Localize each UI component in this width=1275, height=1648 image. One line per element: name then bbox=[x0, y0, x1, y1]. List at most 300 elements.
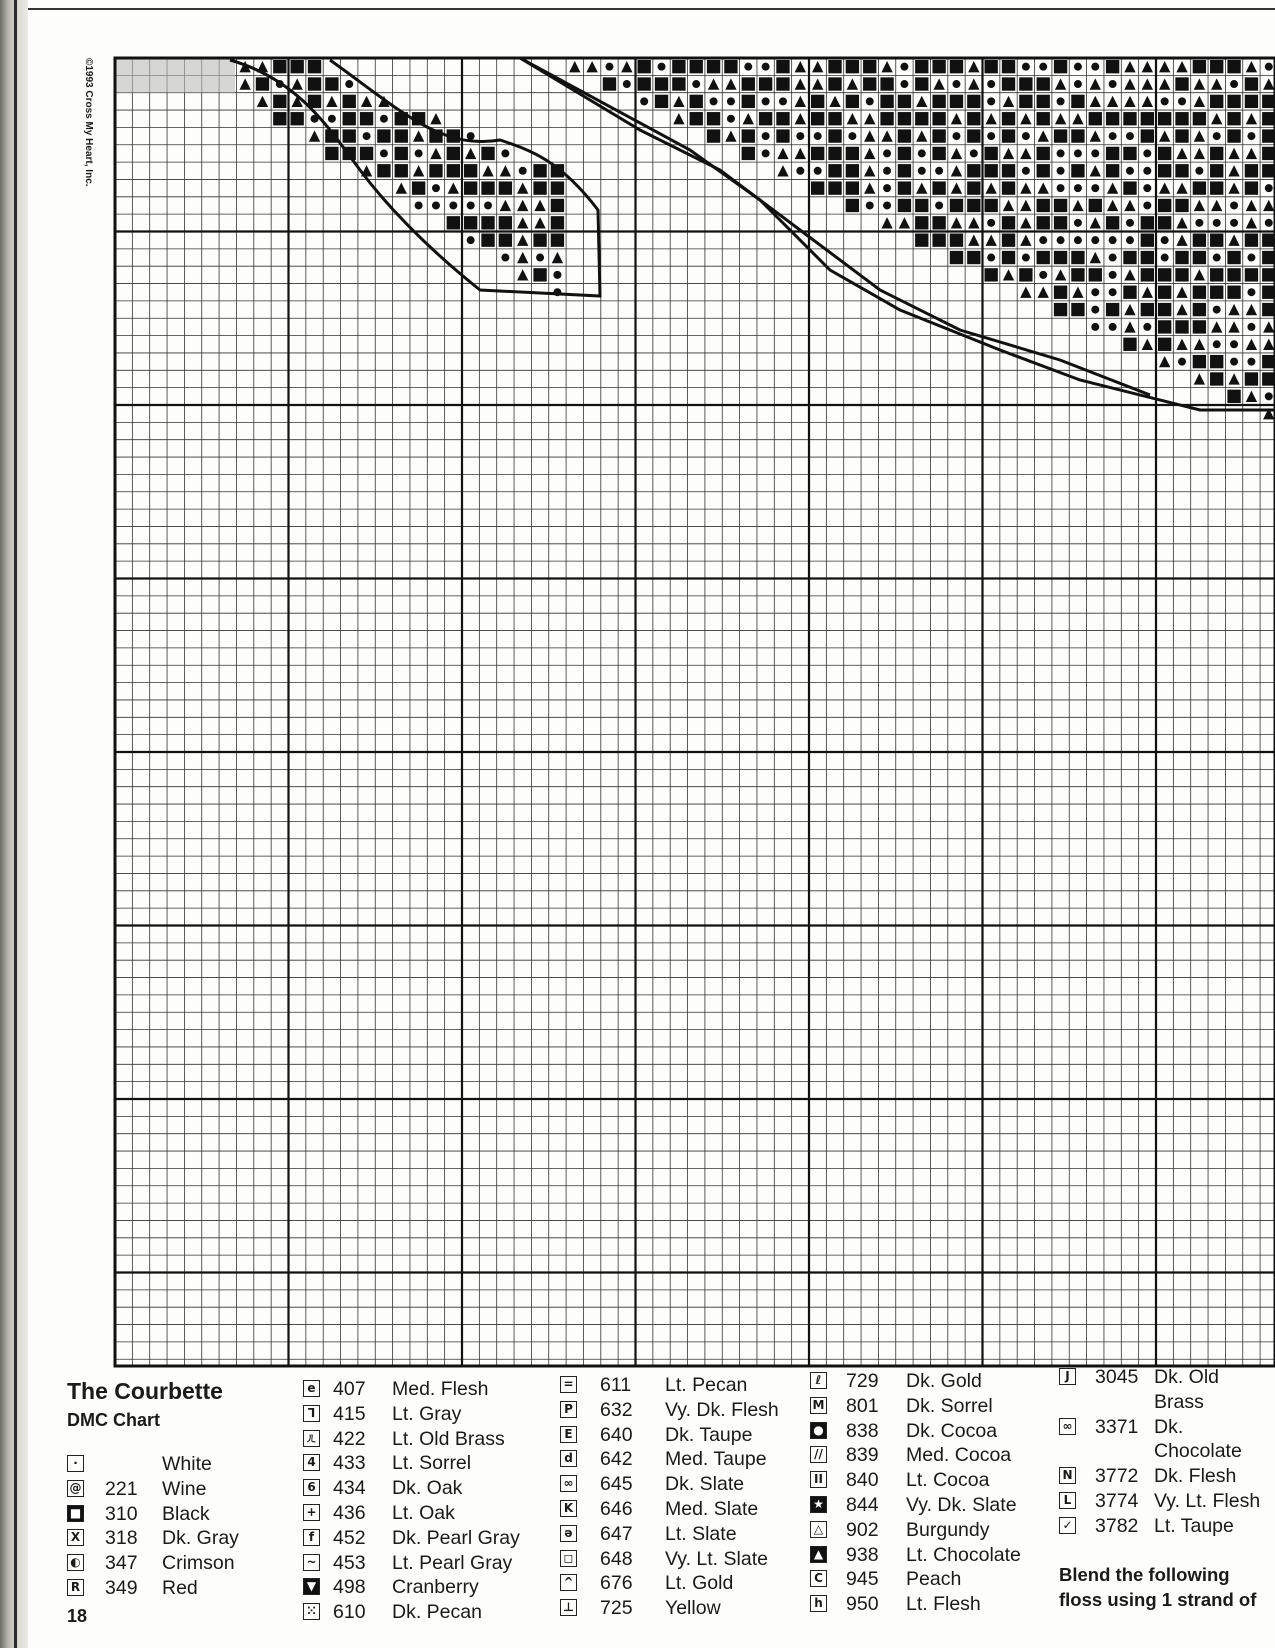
stitch-symbol bbox=[916, 182, 927, 193]
stitch-symbol bbox=[1194, 78, 1205, 89]
stitch-symbol bbox=[987, 254, 995, 262]
stitch-symbol bbox=[1247, 288, 1255, 296]
legend-color-name: Lt. Pecan bbox=[665, 1374, 748, 1396]
stitch-symbol bbox=[1141, 234, 1154, 247]
stitch-symbol bbox=[864, 148, 875, 159]
stitch-symbol bbox=[1228, 182, 1239, 193]
legend-floss-number: 310 bbox=[105, 1502, 138, 1525]
stitch-symbol bbox=[1263, 321, 1274, 332]
stitch-symbol bbox=[551, 181, 564, 194]
stitch-symbol bbox=[915, 112, 928, 125]
stitch-symbol bbox=[1002, 129, 1015, 142]
stitch-symbol bbox=[465, 148, 476, 159]
legend-floss-number: 945 bbox=[846, 1568, 879, 1591]
stitch-symbol bbox=[1158, 112, 1171, 125]
legend-floss-number: 648 bbox=[600, 1547, 633, 1570]
stitch-symbol bbox=[292, 78, 303, 89]
stitch-symbol bbox=[1193, 60, 1206, 73]
stitch-symbol bbox=[1089, 112, 1102, 125]
stitch-symbol bbox=[519, 167, 527, 175]
stitch-symbol bbox=[273, 112, 286, 125]
stitch-symbol bbox=[1227, 112, 1240, 125]
legend-floss-number: 640 bbox=[600, 1423, 633, 1446]
stitch-symbol bbox=[551, 199, 564, 212]
stitch-symbol bbox=[864, 165, 875, 176]
stitch-symbol bbox=[935, 167, 943, 175]
stitch-symbol bbox=[1210, 60, 1223, 73]
stitch-symbol bbox=[1072, 113, 1083, 124]
legend-symbol-icon: = bbox=[560, 1376, 577, 1393]
stitch-symbol bbox=[759, 77, 772, 90]
stitch-symbol bbox=[1090, 130, 1101, 141]
stitch-symbol bbox=[1002, 60, 1015, 73]
stitch-symbol bbox=[1074, 236, 1082, 244]
legend-symbol-icon: ▼ bbox=[303, 1578, 320, 1595]
stitch-symbol bbox=[1057, 184, 1065, 192]
stitch-symbol bbox=[1143, 149, 1151, 157]
stitch-symbol bbox=[1022, 254, 1030, 262]
stitch-symbol bbox=[967, 129, 980, 142]
stitch-symbol bbox=[708, 78, 719, 89]
legend-color-name: Dk. bbox=[1154, 1415, 1184, 1438]
stitch-symbol bbox=[898, 112, 911, 125]
legend-symbol-icon: ∞ bbox=[560, 1475, 577, 1492]
stitch-symbol bbox=[846, 199, 859, 212]
stitch-symbol bbox=[1091, 149, 1099, 157]
legend-symbol-icon: R bbox=[67, 1579, 84, 1596]
stitch-symbol bbox=[1057, 167, 1065, 175]
legend-color-name: Vy. Dk. Flesh bbox=[665, 1398, 779, 1421]
stitch-symbol bbox=[1193, 286, 1206, 299]
stitch-symbol bbox=[762, 63, 770, 71]
stitch-symbol bbox=[1054, 60, 1067, 73]
stitch-symbol bbox=[1210, 268, 1223, 281]
stitch-symbol bbox=[673, 113, 684, 124]
legend-symbol-icon: E bbox=[560, 1426, 577, 1443]
stitch-symbol bbox=[1158, 268, 1171, 281]
stitch-symbol bbox=[986, 182, 997, 193]
stitch-symbol bbox=[1090, 78, 1101, 89]
stitch-symbol bbox=[880, 112, 893, 125]
stitch-symbol bbox=[467, 236, 475, 244]
stitch-symbol bbox=[932, 234, 945, 247]
stitch-symbol bbox=[898, 199, 911, 212]
stitch-symbol bbox=[1158, 199, 1171, 212]
stitch-symbol bbox=[1265, 392, 1273, 400]
stitch-symbol bbox=[1003, 269, 1014, 280]
stitch-symbol bbox=[1194, 130, 1205, 141]
legend-floss-number: 632 bbox=[600, 1398, 633, 1421]
stitch-symbol bbox=[777, 148, 788, 159]
stitch-symbol bbox=[343, 95, 356, 108]
stitch-symbol bbox=[987, 219, 995, 227]
stitch-symbol bbox=[1054, 199, 1067, 212]
stitch-symbol bbox=[1247, 323, 1255, 331]
stitch-symbol bbox=[536, 254, 544, 262]
stitch-symbol bbox=[1245, 372, 1258, 385]
legend-color-name: Dk. Pecan bbox=[392, 1601, 482, 1624]
stitch-symbol bbox=[1141, 268, 1154, 281]
stitch-symbol bbox=[932, 129, 945, 142]
stitch-symbol bbox=[916, 96, 927, 107]
legend-color-name: White bbox=[162, 1453, 212, 1475]
stitch-symbol bbox=[1141, 303, 1154, 316]
stitch-symbol bbox=[968, 61, 979, 72]
legend-symbol-icon: J bbox=[1059, 1368, 1076, 1385]
stitch-symbol bbox=[1213, 219, 1221, 227]
stitch-symbol bbox=[1037, 216, 1050, 229]
legend-symbol-icon: // bbox=[810, 1446, 827, 1463]
stitch-symbol bbox=[900, 63, 908, 71]
stitch-symbol bbox=[1141, 112, 1154, 125]
stitch-symbol bbox=[1210, 147, 1223, 160]
stitch-symbol bbox=[1091, 288, 1099, 296]
legend-symbol-icon: f bbox=[303, 1529, 320, 1546]
legend-floss-number: 221 bbox=[105, 1477, 138, 1500]
stitch-symbol bbox=[481, 147, 494, 160]
stitch-symbol bbox=[967, 251, 980, 264]
stitch-symbol bbox=[380, 115, 388, 123]
stitch-symbol bbox=[500, 165, 511, 176]
legend-color-name: Lt. Old Brass bbox=[392, 1427, 505, 1450]
legend-color-name: Lt. Sorrel bbox=[392, 1452, 472, 1475]
legend-color-name: Burgundy bbox=[906, 1518, 990, 1541]
stitch-symbol bbox=[1141, 251, 1154, 264]
stitch-symbol bbox=[1109, 236, 1117, 244]
stitch-symbol bbox=[1158, 164, 1171, 177]
stitch-symbol bbox=[586, 61, 597, 72]
legend-floss-number: 433 bbox=[333, 1452, 366, 1475]
stitch-symbol bbox=[1002, 234, 1015, 247]
stitch-symbol bbox=[448, 182, 459, 193]
stitch-symbol bbox=[533, 234, 546, 247]
stitch-symbol bbox=[553, 271, 561, 279]
stitch-symbol bbox=[883, 201, 891, 209]
stitch-symbol bbox=[1158, 286, 1171, 299]
stitch-symbol bbox=[1003, 96, 1014, 107]
stitch-symbol bbox=[898, 147, 911, 160]
stitch-symbol bbox=[1054, 129, 1067, 142]
stitch-symbol bbox=[308, 60, 321, 73]
stitch-symbol bbox=[1246, 113, 1257, 124]
stitch-symbol bbox=[1230, 201, 1238, 209]
stitch-symbol bbox=[985, 199, 998, 212]
stitch-symbol bbox=[534, 217, 545, 228]
stitch-symbol bbox=[605, 63, 613, 71]
stitch-symbol bbox=[847, 78, 858, 89]
legend-floss-number: 436 bbox=[333, 1502, 366, 1524]
legend-floss-number: 647 bbox=[600, 1522, 633, 1545]
stitch-symbol bbox=[1161, 236, 1169, 244]
stitch-symbol bbox=[1262, 268, 1275, 281]
stitch-symbol bbox=[742, 147, 755, 160]
stitch-symbol bbox=[863, 77, 876, 90]
legend-color-name: Dk. Cocoa bbox=[906, 1419, 998, 1442]
stitch-symbol bbox=[1019, 77, 1032, 90]
stitch-symbol bbox=[1090, 217, 1101, 228]
legend-symbol-icon: ■ bbox=[67, 1505, 84, 1522]
stitch-symbol bbox=[1227, 95, 1240, 108]
legend-color-name: Lt. Cocoa bbox=[906, 1469, 990, 1492]
stitch-symbol bbox=[1091, 184, 1099, 192]
stitch-symbol bbox=[1245, 181, 1258, 194]
stitch-symbol bbox=[811, 95, 824, 108]
legend-color-name: Lt. Oak bbox=[392, 1502, 455, 1524]
stitch-symbol bbox=[640, 97, 648, 105]
stitch-symbol bbox=[1019, 268, 1032, 281]
stitch-symbol bbox=[811, 147, 824, 160]
stitch-symbol bbox=[361, 96, 372, 107]
stitch-symbol bbox=[1262, 164, 1275, 177]
stitch-symbol bbox=[1054, 251, 1067, 264]
stitch-symbol bbox=[569, 61, 580, 72]
stitch-symbol bbox=[1159, 356, 1170, 367]
legend-symbol-icon: △ bbox=[810, 1521, 827, 1538]
stitch-symbol bbox=[1038, 287, 1049, 298]
stitch-symbol bbox=[1022, 63, 1030, 71]
stitch-symbol bbox=[1057, 97, 1065, 105]
stitch-symbol bbox=[1002, 181, 1015, 194]
stitch-symbol bbox=[1176, 148, 1187, 159]
stitch-symbol bbox=[1089, 268, 1102, 281]
stitch-symbol bbox=[1091, 323, 1099, 331]
stitch-symbol bbox=[828, 164, 841, 177]
legend-symbol-icon: 6 bbox=[303, 1479, 320, 1496]
stitch-symbol bbox=[967, 164, 980, 177]
stitch-symbol bbox=[291, 112, 304, 125]
stitch-symbol bbox=[1159, 78, 1170, 89]
stitch-symbol bbox=[881, 61, 892, 72]
stitch-symbol bbox=[1142, 61, 1153, 72]
stitch-symbol bbox=[326, 96, 337, 107]
stitch-symbol bbox=[951, 217, 962, 228]
stitch-symbol bbox=[744, 63, 752, 71]
legend-color-name: Peach bbox=[906, 1568, 962, 1591]
stitch-symbol bbox=[1194, 339, 1205, 350]
legend-symbol-icon: 4 bbox=[303, 1454, 320, 1471]
stitch-symbol bbox=[1072, 287, 1083, 298]
grid-major-lines bbox=[115, 58, 1275, 1366]
stitch-symbol bbox=[1176, 217, 1187, 228]
stitch-symbol bbox=[915, 199, 928, 212]
stitch-symbol bbox=[918, 167, 926, 175]
legend-color-name: Dk. Pearl Gray bbox=[392, 1526, 520, 1549]
stitch-symbol bbox=[1211, 113, 1222, 124]
stitch-symbol bbox=[1002, 251, 1015, 264]
stitch-symbol bbox=[1072, 200, 1083, 211]
legend-floss-number: 844 bbox=[846, 1494, 879, 1516]
stitch-symbol bbox=[551, 234, 564, 247]
stitch-symbol bbox=[1211, 78, 1222, 89]
stitch-symbol bbox=[880, 77, 893, 90]
legend-floss-number: 801 bbox=[846, 1394, 879, 1417]
stitch-symbol bbox=[1090, 252, 1101, 263]
stitch-symbol bbox=[1158, 147, 1171, 160]
stitch-symbol bbox=[1109, 254, 1117, 262]
legend-color-name: Med. Slate bbox=[665, 1498, 759, 1520]
stitch-symbol bbox=[1020, 235, 1031, 246]
stitch-symbol bbox=[1037, 95, 1050, 108]
legend-floss-number: 902 bbox=[846, 1518, 879, 1541]
legend-color-name: Lt. Taupe bbox=[1154, 1514, 1234, 1537]
legend-color-name: Vy. Lt. Flesh bbox=[1154, 1490, 1261, 1512]
stitch-symbol bbox=[1246, 61, 1257, 72]
stitch-symbol bbox=[1228, 235, 1239, 246]
stitch-symbol bbox=[881, 217, 892, 228]
stitch-symbol bbox=[1159, 130, 1170, 141]
stitch-symbol bbox=[812, 61, 823, 72]
legend-floss-number: 839 bbox=[846, 1444, 879, 1467]
stitch-symbol bbox=[415, 149, 423, 157]
stitch-symbol bbox=[1227, 286, 1240, 299]
stitch-symbol bbox=[325, 77, 338, 90]
stitch-symbol bbox=[1247, 358, 1255, 366]
stitch-symbol bbox=[1141, 216, 1154, 229]
stitch-symbol bbox=[1211, 321, 1222, 332]
stitch-symbol bbox=[1176, 339, 1187, 350]
legend-symbol-icon: ⊥ bbox=[560, 1599, 577, 1616]
stitch-symbol bbox=[308, 77, 321, 90]
stitch-symbol bbox=[864, 113, 875, 124]
stitch-symbol bbox=[1245, 77, 1258, 90]
blend-note-line: Blend the following bbox=[1059, 1564, 1230, 1585]
stitch-symbol bbox=[1176, 235, 1187, 246]
stitch-symbol bbox=[1230, 340, 1238, 348]
stitch-symbol bbox=[811, 181, 824, 194]
stitch-symbol bbox=[1175, 164, 1188, 177]
stitch-symbol bbox=[1109, 132, 1117, 140]
stitch-symbol bbox=[743, 113, 754, 124]
legend-color-name: Lt. Flesh bbox=[906, 1593, 981, 1616]
legend-color-name-continued: Chocolate bbox=[1154, 1440, 1242, 1463]
stitch-symbol bbox=[621, 61, 632, 72]
stitch-symbol bbox=[412, 181, 425, 194]
stitch-symbol bbox=[915, 60, 928, 73]
stitch-symbol bbox=[1020, 182, 1031, 193]
stitch-symbol bbox=[1262, 372, 1275, 385]
stitch-symbol bbox=[985, 268, 998, 281]
stitch-symbol bbox=[273, 95, 286, 108]
stitch-symbol bbox=[1210, 95, 1223, 108]
stitch-symbol bbox=[1124, 304, 1135, 315]
stitch-symbol bbox=[1071, 129, 1084, 142]
stitch-symbol bbox=[1037, 164, 1050, 177]
stitch-symbol bbox=[1126, 236, 1134, 244]
stitch-symbol bbox=[655, 77, 668, 90]
stitch-symbol bbox=[1175, 112, 1188, 125]
legend-color-name: Med. Cocoa bbox=[906, 1444, 1012, 1467]
stitch-symbol bbox=[967, 199, 980, 212]
stitch-symbol bbox=[1071, 95, 1084, 108]
legend-floss-number: 434 bbox=[333, 1477, 366, 1500]
legend-symbol-icon: M bbox=[810, 1397, 827, 1414]
stitch-symbol bbox=[742, 95, 755, 108]
legend-floss-number: 347 bbox=[105, 1552, 138, 1575]
stitch-symbol bbox=[447, 164, 460, 177]
stitch-symbol bbox=[1227, 251, 1240, 264]
stitch-symbol bbox=[985, 60, 998, 73]
stitch-symbol bbox=[1262, 355, 1275, 368]
stitch-symbol bbox=[1228, 148, 1239, 159]
stitch-symbol bbox=[950, 234, 963, 247]
stitch-symbol bbox=[1057, 236, 1065, 244]
stitch-symbol bbox=[1230, 80, 1238, 88]
stitch-symbol bbox=[1037, 199, 1050, 212]
stitch-symbol bbox=[638, 60, 651, 73]
stitch-symbol bbox=[762, 97, 770, 105]
legend-floss-number: 840 bbox=[846, 1469, 879, 1492]
stitch-symbol bbox=[795, 148, 806, 159]
stitch-symbol bbox=[1161, 254, 1169, 262]
stitch-symbol bbox=[796, 167, 804, 175]
stitch-symbol bbox=[552, 252, 563, 263]
stitch-symbol bbox=[360, 147, 373, 160]
legend-symbol-icon: ✓ bbox=[1059, 1517, 1076, 1534]
stitch-symbol bbox=[916, 130, 927, 141]
stitch-symbol bbox=[932, 112, 945, 125]
stitch-symbol bbox=[1109, 288, 1117, 296]
stitch-symbol bbox=[1227, 60, 1240, 73]
stitch-symbol bbox=[1074, 219, 1082, 227]
stitch-symbol bbox=[1213, 254, 1221, 262]
legend-color-name: Lt. Gold bbox=[665, 1572, 734, 1595]
stitch-symbol bbox=[935, 201, 943, 209]
legend-symbol-icon: K bbox=[560, 1500, 577, 1517]
stitch-symbol bbox=[1265, 184, 1273, 192]
stitch-symbol bbox=[1210, 372, 1223, 385]
legend-floss-number: 676 bbox=[600, 1572, 633, 1595]
stitch-symbol bbox=[377, 129, 390, 142]
stitch-symbol bbox=[1107, 200, 1118, 211]
legend-color-name: Dk. Slate bbox=[665, 1473, 745, 1496]
stitch-symbol bbox=[345, 80, 353, 88]
stitch-symbol bbox=[1071, 251, 1084, 264]
stitch-symbol bbox=[828, 112, 841, 125]
stitch-symbol bbox=[1230, 358, 1238, 366]
stitch-symbol bbox=[985, 147, 998, 160]
stitch-symbol bbox=[967, 112, 980, 125]
stitch-symbol bbox=[1019, 95, 1032, 108]
stitch-symbol bbox=[1055, 113, 1066, 124]
stitch-symbol bbox=[1126, 132, 1134, 140]
stitch-symbol bbox=[1210, 181, 1223, 194]
stitch-symbol bbox=[1245, 234, 1258, 247]
stitch-symbol bbox=[638, 77, 651, 90]
stitch-symbol bbox=[932, 95, 945, 108]
stitch-symbol bbox=[325, 147, 338, 160]
stitch-symbol bbox=[500, 200, 511, 211]
stitch-symbol bbox=[239, 78, 250, 89]
legend-symbol-icon: ◻ bbox=[560, 1550, 577, 1567]
stitch-symbol bbox=[1228, 165, 1239, 176]
legend-symbol-icon: ⁙ bbox=[303, 1603, 320, 1620]
legend-color-name: Vy. Dk. Slate bbox=[906, 1494, 1017, 1516]
stitch-symbol bbox=[898, 164, 911, 177]
stitch-symbol bbox=[829, 96, 840, 107]
stitch-symbol bbox=[1039, 63, 1047, 71]
stitch-symbol bbox=[1124, 61, 1135, 72]
stitch-symbol bbox=[725, 130, 736, 141]
stitch-symbol bbox=[1071, 303, 1084, 316]
stitch-symbol bbox=[1227, 268, 1240, 281]
legend-color-name: Lt. Slate bbox=[665, 1522, 737, 1545]
stitch-symbol bbox=[1176, 287, 1187, 298]
legend-symbol-icon: e bbox=[303, 1380, 320, 1397]
stitch-symbol bbox=[915, 77, 928, 90]
stitch-symbol bbox=[795, 96, 806, 107]
stitch-symbol bbox=[1074, 80, 1082, 88]
stitch-symbol bbox=[377, 164, 390, 177]
